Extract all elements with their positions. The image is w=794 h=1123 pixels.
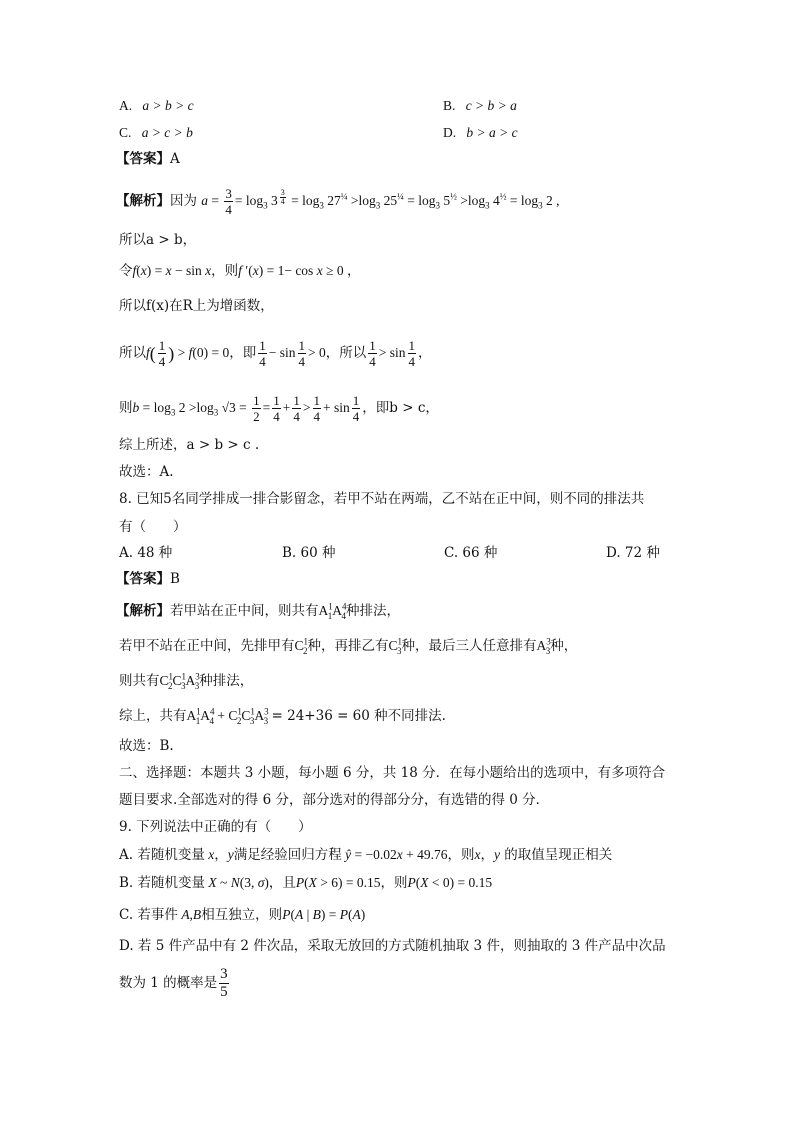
solution-text: 种排法， [199,673,254,689]
option-letter: C. [119,125,132,140]
math-expression: a [201,193,209,208]
solution-text: 若甲不站在正中间，先排甲有 [119,638,295,654]
solution-text: ，所以 [325,345,367,361]
q8-option-c: C. 66 种 [444,545,498,561]
solution-text: ，即b > c， [362,400,439,416]
q7-solution-line2: 所以a > b， [119,232,197,248]
solution-text: ，则 [211,263,239,279]
option-text: ，且 [268,875,296,891]
q7-option-b [443,96,517,116]
q8-option-d: D. 72 种 [606,545,660,561]
q7-solution-line3 [119,261,360,281]
solution-text: ，即 [229,345,257,361]
solution-text: 因为 [170,193,197,209]
section2-heading-line2: 题目要求.全部选对的得 6 分，部分选对的得部分分，有选错的得 0 分． [119,792,550,808]
solution-label: 【解析】 [116,193,170,209]
solution-text: 令 [119,263,133,279]
solution-text: 种， [550,638,578,654]
answer-label: 【答案】 [116,151,170,167]
option-letter: B. [443,98,456,113]
q9-option-c: C. 若事件 A,B相互独立，则P(A | B) = P(A) [119,907,366,923]
fraction: $\frac{3}{4}$ [225,186,232,217]
q7-solution-line8: 故选：A. [119,464,174,480]
answer-label: 【答案】 [116,571,170,587]
option-text: 满足经验回归方程 [233,847,342,863]
solution-text: 则共有 [119,673,160,689]
solution-text: 综上，共有 [119,708,187,724]
q8-option-b: B. 60 种 [282,545,336,561]
option-text: 数为 1 的概率是 [119,975,218,991]
option-text: B. 若随机变量 [119,875,206,891]
math-expression: f(x) = x − sin x [132,263,212,278]
option-expr: c > b > a [465,98,517,113]
solution-text: 所以 [119,345,146,361]
option-text: 相互独立，则 [201,907,283,923]
q8-solution-line4: 综上，共有$A^1_1A^4_4 + C^1_2C^1_3A^3_3 = 24+36 = 60$ 种不同排法. [119,706,446,726]
q7-solution-line5: 所以f( $\frac{1}{4}$ ) > f(0) = 0，即 $\frac{1}{4}$ − sin $\frac{1}{4}$ > 0，所以 $\frac{1}{4}$ > sin $\frac{1}{4}$ ， [119,338,432,369]
option-text: ，则 [447,847,475,863]
q9-option-a: A. 若随机变量 x，y满足经验回归方程 ŷ = −0.02x + 49.76，则x，y 的取值呈现正相关 [119,847,613,863]
q7-solution-line4: 所以f(x)在R上为增函数， [119,298,274,314]
solution-text: 则 [119,400,133,416]
q7-answer [116,149,180,169]
section2-heading-line1: 二、选择题：本题共 3 小题，每小题 6 分，共 18 分．在每小题给出的选项中，有多项符合 [119,765,666,781]
q7-solution-line6: 则$b = \log_3 2 >\log_3$ √3 = $\frac{1}{2}$ = $\frac{1}{4}$ + $\frac{1}{4}$ > $\frac{1}{4}$ + sin $\frac{1}{4}$ ，即b > c， [119,393,439,424]
option-expr: b > a > c [466,125,518,140]
option-expr: a > b > c [142,98,194,113]
fraction: $\frac{3}{5}$ [220,966,228,1000]
q8-stem-line2: 有（ ） [119,519,187,535]
option-letter: D. [443,125,457,140]
option-text: ，则 [380,875,408,891]
option-letter: A. [119,98,133,113]
option-text: C. 若事件 [119,907,178,923]
math-expression: f ′(x) = 1− cos x ≥ 0 ， [238,263,361,278]
option-text: 的取值呈现正相关 [504,847,613,863]
solution-label: 【解析】 [116,603,170,619]
q9-option-d-line2 [119,966,231,1001]
q7-solution-line7: 综上所述，a > b > c . [119,437,260,453]
q8-solution-line5: 故选：B. [119,738,174,754]
solution-text: 种，最后三人任意排有 [401,638,537,654]
q7-option-c [119,123,193,143]
q7-option-a [119,96,194,116]
q9-option-d-line1: D. 若 5 件产品中有 2 件次品，采取无放回的方式随机抽取 3 件，则抽取的 3 件产品中次品 [119,938,666,954]
q8-option-a: A. 48 种 [119,545,173,561]
q8-solution-line3: 则共有$C^1_2C^1_3A^3_3$种排法， [119,671,254,691]
q8-solution-line1: 【解析】若甲站在正中间，则共有$A^1_1A^4_4$种排法， [116,601,400,621]
q7-option-d [443,123,518,143]
solution-text: = 24+36 = 60 种不同排法. [271,708,446,724]
option-text: A. 若随机变量 [119,847,205,863]
solution-text: 若甲站在正中间，则共有 [170,603,319,619]
solution-text: 种排法， [346,603,400,619]
answer-value: A [170,151,180,167]
answer-value: B [170,571,180,587]
q7-solution-line1: 【解析】因为 a = $\frac{3}{4}$ = $\log_3 3$ $^{\frac{3}{4}}$ = $\log_3 27^{\frac{1}{4}} >\log_3$ $25^{\frac{1}{4}} = \log_3 5^{\frac{1}{2}} >\log_3$ $4^{\frac{1}{2}} = \log_3 2$ , [116,186,560,217]
solution-text: 种，再排乙有 [307,638,389,654]
option-expr: a > c > b [141,125,193,140]
q8-solution-line2: 若甲不站在正中间，先排甲有$C^1_2$种，再排乙有$C^1_3$种，最后三人任意排有$A^3_3$种， [119,636,578,656]
q8-answer [116,569,180,589]
q9-option-b: B. 若随机变量 X ~ N(3, σ)，且P(X > 6) = 0.15，则P(X < 0) = 0.15 [119,875,493,891]
q9-stem: 9. 下列说法中正确的有（ ） [119,819,312,835]
q8-stem-line1: 8. 已知5名同学排成一排合影留念，若甲不站在两端，乙不站在正中间，则不同的排法共 [119,491,645,507]
